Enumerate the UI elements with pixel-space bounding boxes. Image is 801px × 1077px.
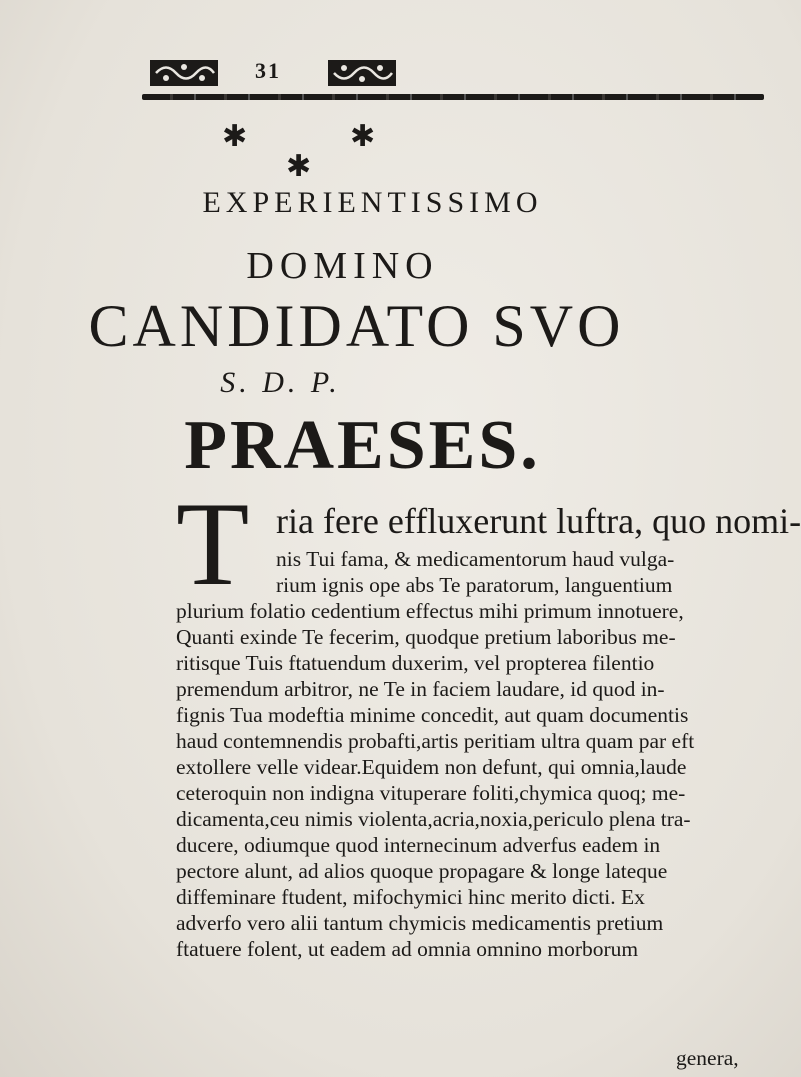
catchword: genera, bbox=[676, 1046, 739, 1070]
header-rule bbox=[142, 94, 764, 100]
text-line: rium ignis ope abs Te paratorum, languentium bbox=[276, 573, 673, 597]
text-line: premendum arbitror, ne Te in faciem laudare, id quod in- bbox=[176, 677, 665, 701]
headpiece bbox=[148, 56, 788, 100]
title-line-2: DOMINO bbox=[246, 245, 439, 287]
text-line: plurium folatio cedentium effectus mihi primum innotuere, bbox=[176, 599, 684, 623]
text-line: ducere, odiumque quod internecinum adverfus eadem in bbox=[176, 833, 661, 857]
asterisk-icon: ✱ bbox=[350, 119, 376, 154]
text-line: nis Tui fama, & medicamentorum haud vulga- bbox=[276, 547, 675, 571]
text-line: ritisque Tuis ftatuendum duxerim, vel propterea filentio bbox=[176, 651, 655, 675]
text-line: fignis Tua modeftia minime concedit, aut quam documentis bbox=[176, 703, 689, 727]
ornament-left-icon bbox=[148, 56, 220, 90]
text-line: ftatuere folent, ut eadem ad omnia omnino morborum bbox=[176, 937, 639, 961]
text-line: pectore alunt, ad alios quoque propagare & longe lateque bbox=[176, 859, 668, 883]
text-line: diffeminare ftudent, mifochymici hinc merito dicti. Ex bbox=[176, 885, 645, 909]
asterism bbox=[200, 119, 440, 192]
first-line: ria fere effluxerunt luftra, quo nomi- bbox=[276, 501, 801, 541]
author-title: PRAESES. bbox=[184, 407, 541, 484]
text-line: extollere velle videar.Equidem non defunt, qui omnia,laude bbox=[176, 755, 687, 779]
title-line-3: CANDIDATO SVO bbox=[88, 293, 625, 359]
drop-cap: T bbox=[176, 477, 250, 610]
text-line: Quanti exinde Te fecerim, quodque pretium laboribus me- bbox=[176, 625, 676, 649]
asterisk-icon: ✱ bbox=[286, 149, 312, 184]
text-line: adverfo vero alii tantum chymicis medicamentis pretium bbox=[176, 911, 664, 935]
text-line: dicamenta,ceu nimis violenta,acria,noxia,periculo plena tra- bbox=[176, 807, 691, 831]
text-line: haud contemnendis probafti,artis peritiam ultra quam par eft bbox=[176, 729, 695, 753]
title-line-1: EXPERIENTISSIMO bbox=[202, 186, 543, 219]
asterisk-icon: ✱ bbox=[222, 119, 248, 154]
salutation: S. D. P. bbox=[220, 366, 341, 399]
ornament-right-icon bbox=[326, 56, 398, 90]
page-number: 31 bbox=[255, 58, 281, 83]
text-line: ceteroquin non indigna vituperare foliti,chymica quoq; me- bbox=[176, 781, 686, 805]
